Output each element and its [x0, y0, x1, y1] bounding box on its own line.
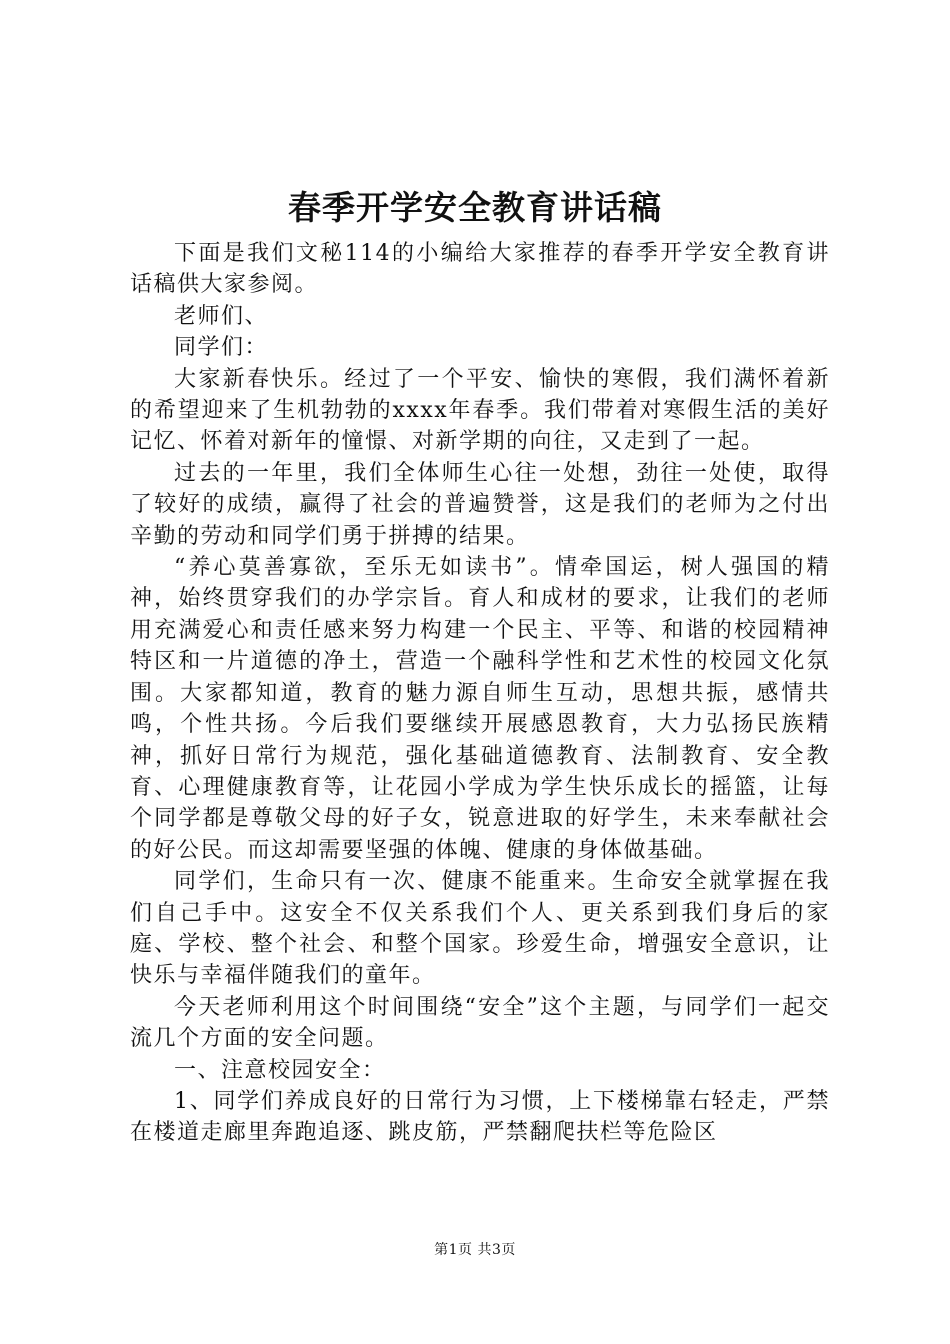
paragraph-salutation-students: 同学们：	[174, 335, 269, 361]
paragraph-section-heading: 一、注意校园安全：	[174, 1057, 386, 1083]
paragraph-new-year: 大家新春快乐。经过了一个平安、愉快的寒假，我们满怀着新的希望迎来了生机勃勃的xxxx年春季。我们带着对寒假生活的美好记忆、怀着对新年的憧憬、对新学期的向往，又走到了一起。	[130, 366, 830, 455]
paragraph-item-1: 1、同学们养成良好的日常行为习惯，上下楼梯靠右轻走，严禁在楼道走廊里奔跑追逐、跳皮筋，严禁翻爬扶栏等危险区	[130, 1088, 830, 1146]
paragraph-topic: 今天老师利用这个时间围绕“安全”这个主题，与同学们一起交流几个方面的安全问题。	[130, 994, 830, 1052]
paragraph-intro: 下面是我们文秘114的小编给大家推荐的春季开学安全教育讲话稿供大家参阅。	[130, 241, 830, 298]
paragraph-school-spirit: “养心莫善寡欲，至乐无如读书”。情牵国运，树人强国的精神，始终贯穿我们的办学宗旨。育人和成材的要求，让我们的老师用充满爱心和责任感来努力构建一个民主、平等、和谐的校园精神特区和一片道德的净土，营造一个融科学性和艺术性的校园文化氛围。大家都知道，教育的魅力源自师生互动，思想共振，感情共鸣，个性共扬。今后我们要继续开展感恩教育，大力弘扬民族精神，抓好日常行为规范，强化基础道德教育、法制教育、安全教育、心理健康教育等，让花园小学成为学生快乐成长的摇篮，让每个同学都是尊敬父母的好子女，锐意进取的好学生，未来奉献社会的好公民。而这却需要坚强的体魄、健康的身体做基础。	[130, 555, 830, 863]
document-body	[130, 238, 830, 1149]
paragraph-life-safety: 同学们，生命只有一次、健康不能重来。生命安全就掌握在我们自己手中。这安全不仅关系我们个人、更关系到我们身后的家庭、学校、整个社会、和整个国家。珍爱生命，增强安全意识，让快乐与幸福伴随我们的童年。	[130, 869, 830, 989]
document-title: 春季开学安全教育讲话稿	[288, 188, 662, 227]
paragraph-past-year: 过去的一年里，我们全体师生心往一处想，劲往一处使，取得了较好的成绩，赢得了社会的普遍赞誉，这是我们的老师为之付出辛勤的劳动和同学们勇于拼搏的结果。	[130, 460, 830, 549]
paragraph-salutation-teachers: 老师们、	[174, 303, 269, 329]
page-number-footer: 第1页 共3页	[434, 1242, 516, 1258]
